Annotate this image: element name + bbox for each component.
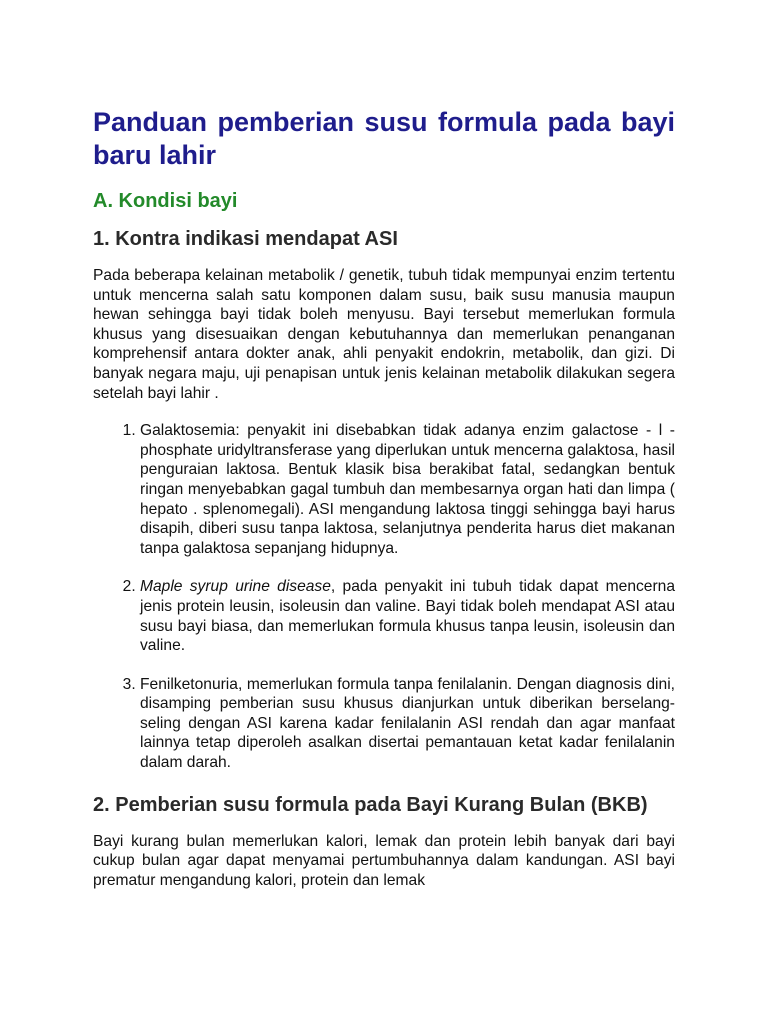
section-2-heading: 2. Pemberian susu formula pada Bayi Kurang Bulan (BKB) [93,793,648,816]
contraindication-list [93,421,675,773]
section-2-paragraph: Bayi kurang bulan memerlukan kalori, lemak dan protein lebih banyak dari bayi cukup bulan agar dapat menyamai pertumbuhannya dalam kandungan. ASI bayi prematur mengandung kalori, protein dan lemak [93,832,675,889]
section-1-heading: 1. Kontra indikasi mendapat ASI [93,228,398,250]
list-item [140,577,675,655]
list-item-text: , pada penyakit ini tubuh tidak dapat mencerna jenis protein leusin, isoleusin dan valine. Bayi tidak boleh mendapat ASI atau susu bayi biasa, dan memerlukan formula khusus tanpa leusin, isoleusin dan valine. [140,578,676,655]
list-item [140,421,675,558]
list-item-italic-term: Maple syrup urine disease [140,578,331,596]
document-title: Panduan pemberian susu formula pada bayi baru lahir [93,107,675,170]
section-1-paragraph: Pada beberapa kelainan metabolik / genetik, tubuh tidak mempunyai enzim tertentu untuk mencerna salah satu komponen dalam susu, baik susu manusia maupun hewan sehingga bayi tidak boleh menyusu. Bayi tersebut memerlukan formula khusus yang disesuaikan dengan kebutuhannya dan memerlukan penanganan komprehensif antara dokter anak, ahli penyakit endokrin, metabolik, dan gizi. Di banyak negara maju, uji penapisan untuk jenis kelainan metabolik dilakukan segera setelah bayi lahir . [93,267,675,402]
list-item-text: Fenilketonuria, memerlukan formula tanpa fenilalanin. Dengan diagnosis dini, disamping pemberian susu khusus dianjurkan untuk diberikan berselang-seling dengan ASI karena kadar fenilalanin ASI rendah dan agar manfaat lainnya tetap diperoleh asalkan disertai pemantauan ketat kadar fenilalanin dalam darah. [140,675,675,772]
subheading-kondisi-bayi: A. Kondisi bayi [93,190,238,212]
list-item-text: Galaktosemia: penyakit ini disebabkan tidak adanya enzim galactose - l -phosphate uridyltransferase yang diperlukan untuk mencerna galaktosa, hasil penguraian laktosa. Bentuk klasik bisa berakibat fatal, sedangkan bentuk ringan menyebabkan gagal tumbuh dan membesarnya organ hati dan limpa ( hepato . splenomegali). ASI mengandung laktosa tinggi sehingga bayi harus disapih, diberi susu tanpa laktosa, selanjutnya penderita harus diet makanan tanpa galaktosa sepanjang hidupnya. [140,422,675,557]
list-item [140,675,675,773]
